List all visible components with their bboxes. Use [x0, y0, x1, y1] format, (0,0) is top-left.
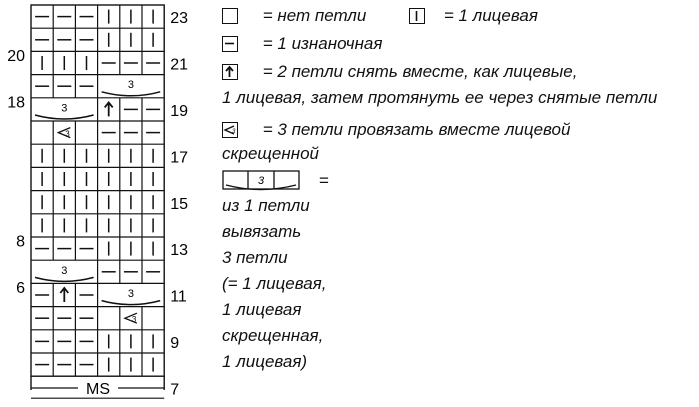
increase-3-stitch: [35, 265, 94, 282]
row-label-right: 11: [170, 288, 187, 306]
svg-text:3: 3: [61, 264, 68, 277]
row-label-right: 19: [170, 103, 188, 120]
legend-increase-text-2: вывязать: [222, 222, 302, 241]
legend-increase-text-4: (= 1 лицевая,: [222, 274, 327, 293]
svg-text:3: 3: [127, 79, 134, 92]
legend-increase-text-5: 1 лицевая: [222, 300, 302, 319]
chart-grid: [31, 5, 164, 398]
legend-purl-text: = 1 изнаночная: [262, 34, 383, 53]
row-label-left: 18: [7, 94, 25, 112]
legend-no-stitch-text: = нет петли: [262, 6, 367, 25]
legend-row-increase: [222, 170, 329, 192]
svg-text:3: 3: [127, 288, 134, 300]
stitch-chart: [0, 0, 215, 407]
legend-k3tog-text-1: = 3 петли провязать вместе лицевой: [262, 120, 571, 139]
legend-row-purl: [222, 34, 382, 54]
increase-3-stitch: [35, 102, 94, 119]
purl-icon: [222, 36, 238, 52]
legend-slip-dec-text-1: = 2 петли снять вместе, как лицевые,: [262, 62, 578, 81]
k3tog-twisted-stitch: [125, 313, 137, 324]
row-label-right: 9: [170, 335, 180, 352]
svg-text:3: 3: [257, 175, 265, 187]
row-label-left: 20: [7, 48, 25, 65]
increase-3-stitch: [102, 79, 161, 96]
legend-increase-equals: =: [318, 171, 329, 190]
knit-icon: [409, 8, 425, 24]
arrow-up-icon: [222, 64, 238, 80]
empty-cell-icon: [222, 8, 238, 24]
chart-footer: [31, 381, 164, 398]
k3tog-twisted-icon: [222, 122, 238, 138]
row-label-right: 15: [170, 195, 188, 213]
row-label-right: 7: [170, 381, 180, 399]
slip-dec-stitch: [60, 288, 68, 302]
row-label-right: 21: [170, 56, 188, 74]
legend-slip-dec-text-2: 1 лицевая, затем протянуть ее через снятые петли: [222, 88, 658, 107]
svg-text:3: 3: [65, 129, 70, 139]
increase-3-icon: [222, 170, 302, 192]
legend-increase-text-7: 1 лицевая): [222, 352, 308, 371]
legend-increase-text-6: скрещенная,: [222, 326, 324, 345]
row-label-left: 8: [16, 233, 25, 251]
legend-row-k3tog: [222, 120, 570, 140]
legend-k3tog-text-2: скрещенной: [222, 144, 319, 163]
ms-label: MS: [86, 381, 110, 398]
svg-text:3: 3: [61, 102, 68, 115]
legend-row-no-stitch: [222, 6, 538, 26]
legend-knit-text: = 1 лицевая: [443, 6, 538, 25]
row-label-right: 23: [170, 10, 188, 28]
increase-3-stitch: [102, 288, 161, 305]
svg-text:3: 3: [232, 129, 236, 135]
row-label-left: 6: [16, 280, 25, 297]
svg-text:3: 3: [131, 315, 137, 325]
legend-increase-text-1: из 1 петли: [222, 196, 310, 215]
legend-row-slip-dec: [222, 62, 577, 82]
slip-dec-stitch: [105, 102, 113, 116]
row-label-right: 17: [170, 149, 188, 167]
row-label-right: 13: [170, 242, 188, 260]
legend-increase-text-3: 3 петли: [222, 248, 288, 267]
k3tog-twisted-stitch: [58, 128, 70, 139]
